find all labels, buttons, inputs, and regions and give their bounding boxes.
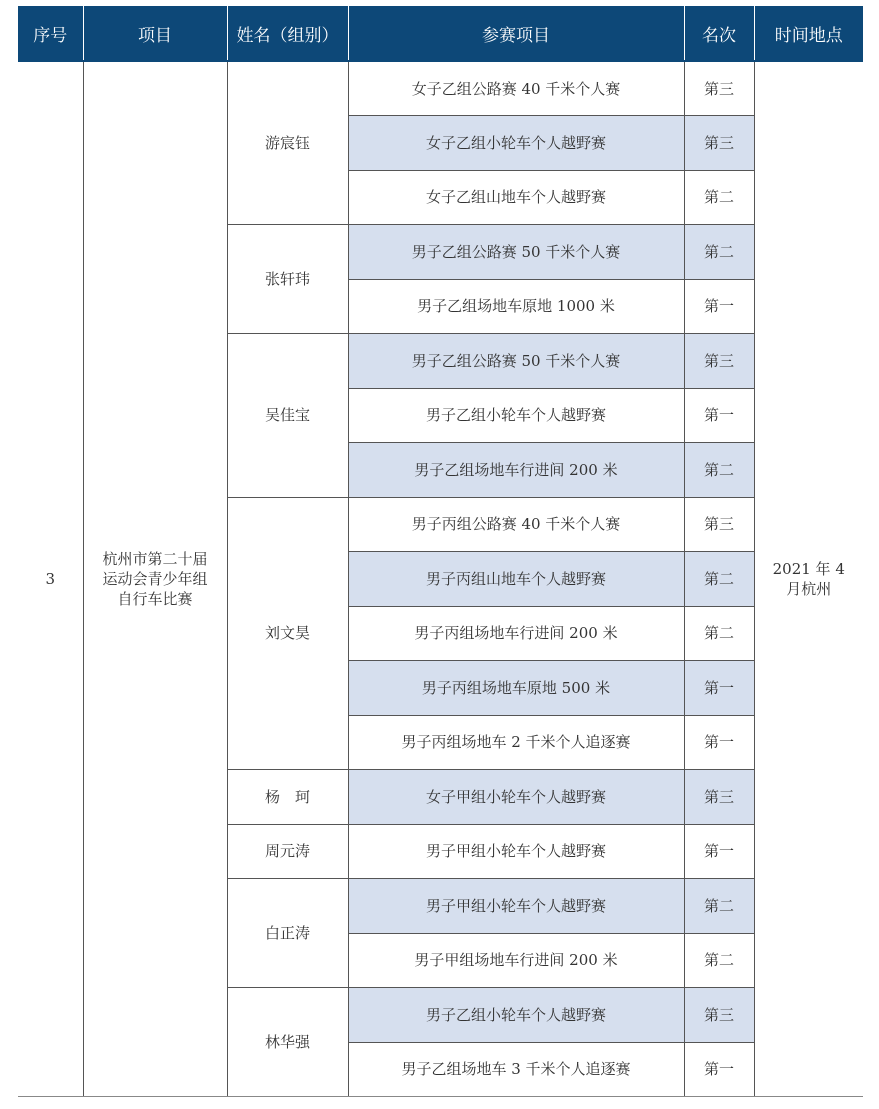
result-item: 男子乙组小轮车个人越野赛 [348, 988, 684, 1043]
record-time-place: 2021 年 4 月杭州 [754, 61, 863, 1097]
athlete-name: 林华强 [227, 988, 348, 1097]
header-index: 序号 [18, 6, 83, 61]
table-header [18, 6, 863, 61]
result-item: 男子乙组场地车原地 1000 米 [348, 279, 684, 334]
result-item: 女子乙组小轮车个人越野赛 [348, 116, 684, 171]
result-item: 男子丙组山地车个人越野赛 [348, 552, 684, 607]
result-rank: 第一 [684, 388, 754, 443]
header-event: 项目 [83, 6, 227, 61]
result-rank: 第三 [684, 61, 754, 116]
athlete-name: 刘文昊 [227, 497, 348, 770]
result-rank: 第三 [684, 116, 754, 171]
header-name: 姓名（组别） [227, 6, 348, 61]
athlete-name: 游宸钰 [227, 61, 348, 225]
result-item: 男子乙组公路赛 50 千米个人赛 [348, 334, 684, 389]
result-rank: 第二 [684, 170, 754, 225]
result-rank: 第三 [684, 334, 754, 389]
result-rank: 第三 [684, 497, 754, 552]
result-item: 男子甲组小轮车个人越野赛 [348, 824, 684, 879]
table-row [18, 61, 863, 116]
results-table [18, 6, 863, 1097]
result-rank: 第三 [684, 770, 754, 825]
result-item: 男子甲组场地车行进间 200 米 [348, 933, 684, 988]
bottom-rule [18, 1096, 863, 1097]
result-rank: 第一 [684, 715, 754, 770]
result-rank: 第二 [684, 606, 754, 661]
result-rank: 第三 [684, 988, 754, 1043]
result-item: 男子乙组场地车行进间 200 米 [348, 443, 684, 498]
table-body [18, 61, 863, 1097]
result-rank: 第二 [684, 879, 754, 934]
result-rank: 第二 [684, 225, 754, 280]
result-item: 男子乙组小轮车个人越野赛 [348, 388, 684, 443]
athlete-name: 周元涛 [227, 824, 348, 879]
result-item: 女子乙组公路赛 40 千米个人赛 [348, 61, 684, 116]
result-rank: 第一 [684, 279, 754, 334]
athlete-name: 杨 珂 [227, 770, 348, 825]
result-rank: 第一 [684, 661, 754, 716]
result-item: 男子乙组场地车 3 千米个人追逐赛 [348, 1042, 684, 1097]
header-time-place: 时间地点 [754, 6, 863, 61]
result-item: 男子丙组场地车行进间 200 米 [348, 606, 684, 661]
result-item: 男子乙组公路赛 50 千米个人赛 [348, 225, 684, 280]
athlete-name: 张轩玮 [227, 225, 348, 334]
result-item: 男子丙组场地车原地 500 米 [348, 661, 684, 716]
record-index: 3 [18, 61, 83, 1097]
result-item: 女子甲组小轮车个人越野赛 [348, 770, 684, 825]
result-item: 男子甲组小轮车个人越野赛 [348, 879, 684, 934]
result-item: 女子乙组山地车个人越野赛 [348, 170, 684, 225]
result-item: 男子丙组公路赛 40 千米个人赛 [348, 497, 684, 552]
header-rank: 名次 [684, 6, 754, 61]
result-rank: 第二 [684, 443, 754, 498]
result-item: 男子丙组场地车 2 千米个人追逐赛 [348, 715, 684, 770]
result-rank: 第一 [684, 1042, 754, 1097]
athlete-name: 白正涛 [227, 879, 348, 988]
athlete-name: 吴佳宝 [227, 334, 348, 498]
record-event: 杭州市第二十届运动会青少年组自行车比赛 [83, 61, 227, 1097]
result-rank: 第二 [684, 552, 754, 607]
header-item: 参赛项目 [348, 6, 684, 61]
result-rank: 第二 [684, 933, 754, 988]
result-rank: 第一 [684, 824, 754, 879]
